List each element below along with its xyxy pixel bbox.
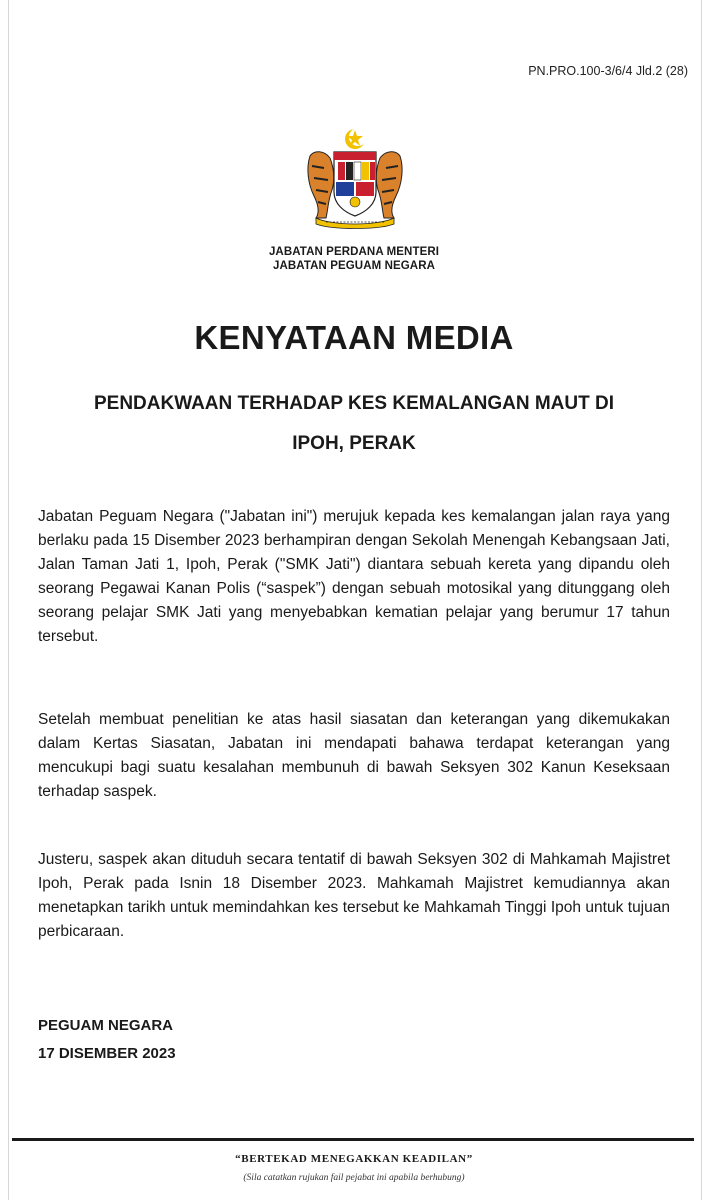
reference-number: PN.PRO.100-3/6/4 Jld.2 (28) bbox=[528, 64, 688, 78]
signoff-name: PEGUAM NEGARA bbox=[38, 1017, 174, 1034]
subject-heading bbox=[40, 384, 668, 464]
malaysia-coat-of-arms-icon bbox=[302, 126, 408, 230]
agency-block bbox=[0, 245, 708, 273]
subject-line-2: IPOH, PERAK bbox=[292, 433, 416, 454]
paragraph-2: Setelah membuat penelitian ke atas hasil siasatan dan keterangan yang dikemukakan dalam Kertas Siasatan, Jabatan ini mendapati bahawa terdapat keterangan yang mencukupi bagi suatu kesalahan membunuh di bawah Seksyen 302 Kanun Keseksaan terhadap saspek. bbox=[38, 711, 670, 800]
signoff-date: 17 DISEMBER 2023 bbox=[38, 1045, 176, 1062]
paragraph-1: Jabatan Peguam Negara ("Jabatan ini") merujuk kepada kes kemalangan jalan raya yang berlaku pada 15 Disember 2023 berhampiran dengan Sekolah Menengah Kebangsaan Jati, Jalan Taman Jati 1, Ipoh, Perak ("SMK Jati") diantara sebuah kereta yang dipandu oleh seorang Pegawai Kanan Polis (“saspek”) dengan sebuah motosikal yang ditunggang oleh seorang pelajar SMK Jati yang menyebabkan kematian pelajar yang berumur 17 tahun tersebut. bbox=[38, 508, 670, 645]
agency-line-2: JABATAN PEGUAM NEGARA bbox=[272, 260, 436, 272]
subject-line-1: PENDAKWAAN TERHADAP KES KEMALANGAN MAUT DI bbox=[93, 393, 615, 414]
agency-line-1: JABATAN PERDANA MENTERI bbox=[268, 246, 440, 258]
document-title: KENYATAAN MEDIA bbox=[194, 319, 514, 356]
footer-note: (Sila catatkan rujukan fail pejabat ini apabila berhubung) bbox=[243, 1173, 465, 1183]
footer-motto: “BERTEKAD MENEGAKKAN KEADILAN” bbox=[235, 1153, 473, 1165]
signoff-block bbox=[38, 1012, 176, 1068]
footer-divider bbox=[12, 1138, 694, 1141]
page-edge-right bbox=[701, 0, 702, 1200]
page-edge-left bbox=[8, 0, 9, 1200]
paragraph-3: Justeru, saspek akan dituduh secara tentatif di bawah Seksyen 302 di Mahkamah Majistret Ipoh, Perak pada Isnin 18 Disember 2023. Mahkamah Majistret kemudiannya akan menetapkan tarikh untuk memindahkan kes tersebut ke Mahkamah Tinggi Ipoh untuk tujuan perbicaraan. bbox=[38, 851, 670, 940]
